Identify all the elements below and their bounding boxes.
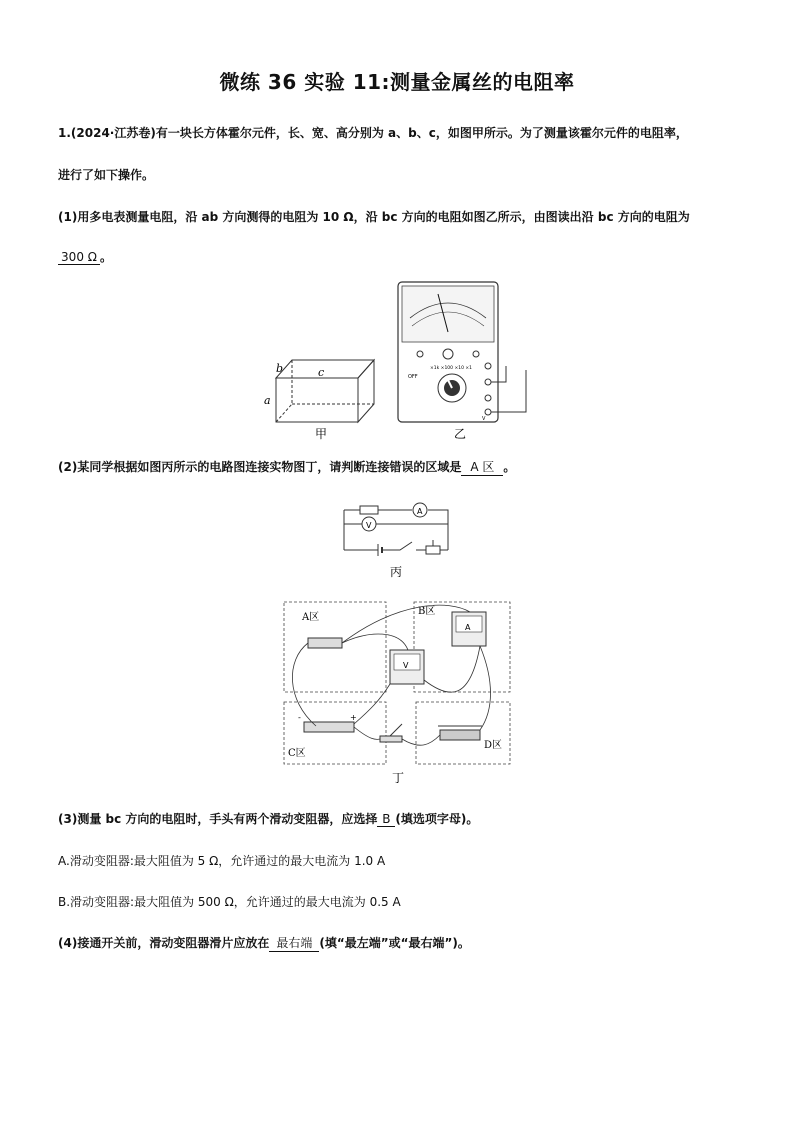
caption-jia: 甲: [315, 427, 328, 441]
question-stem: 1.(2024·江苏卷)有一块长方体霍尔元件，长、宽、高分别为 a、b、c，如图甲所示。为了测量该霍尔元件的电阻率，: [58, 126, 688, 140]
page-title: 微练 36 实验 11:测量金属丝的电阻率: [219, 70, 575, 94]
voltmeter-face-label: V: [403, 661, 409, 670]
label-c: c: [318, 366, 325, 379]
ammeter-face-label: A: [465, 623, 471, 632]
caption-bing: 丙: [390, 565, 403, 579]
part4-text: (4)接通开关前，滑动变阻器滑片应放在 最右端 (填“最左端”或“最右端”)。: [58, 936, 470, 950]
part1-answer-line: 300 Ω 。: [58, 248, 112, 265]
figure-ding: [280, 600, 514, 786]
part1-text: (1)用多电表测量电阻，沿 ab 方向测得的电阻为 10 Ω，沿 bc 方向的电阻如图乙所示，由图读出沿 bc 方向的电阻为: [58, 210, 690, 224]
label-a: a: [264, 394, 271, 407]
zone-c-label: C区: [288, 748, 306, 759]
question-stem-cont: 进行了如下操作。: [58, 168, 155, 182]
caption-ding: 丁: [392, 771, 405, 785]
label-b: b: [276, 362, 284, 375]
plus-sign: +: [350, 713, 357, 722]
part2-text: (2)某同学根据如图丙所示的电路图连接实物图丁，请判断连接错误的区域是 A 区 。: [58, 460, 516, 474]
part2-answer: A 区: [461, 458, 503, 476]
figure-bing: [338, 494, 456, 582]
v-label: V: [482, 416, 486, 422]
minus-sign: -: [298, 713, 301, 722]
dial-top-label: ×1k ×100 ×10 ×1: [430, 366, 473, 371]
voltmeter-symbol: V: [366, 521, 372, 530]
zone-b-label: B区: [418, 606, 436, 617]
part1-answer: 300 Ω: [58, 250, 100, 265]
zone-a-label: A区: [302, 612, 320, 623]
figure-jia: [262, 350, 384, 442]
option-a: A.滑动变阻器:最大阻值为 5 Ω，允许通过的最大电流为 1.0 A: [58, 854, 386, 868]
ammeter-symbol: A: [417, 507, 423, 516]
off-label: OFF: [408, 374, 418, 380]
option-b: B.滑动变阻器:最大阻值为 500 Ω，允许通过的最大电流为 0.5 A: [58, 895, 401, 909]
part3-text: (3)测量 bc 方向的电阻时，手头有两个滑动变阻器，应选择 B (填选项字母)。: [58, 812, 479, 826]
caption-yi: 乙: [454, 427, 467, 441]
part4-answer: 最右端: [269, 934, 319, 952]
zone-d-label: D区: [484, 740, 503, 751]
figure-yi: [394, 280, 534, 444]
part3-answer: B: [377, 812, 395, 827]
